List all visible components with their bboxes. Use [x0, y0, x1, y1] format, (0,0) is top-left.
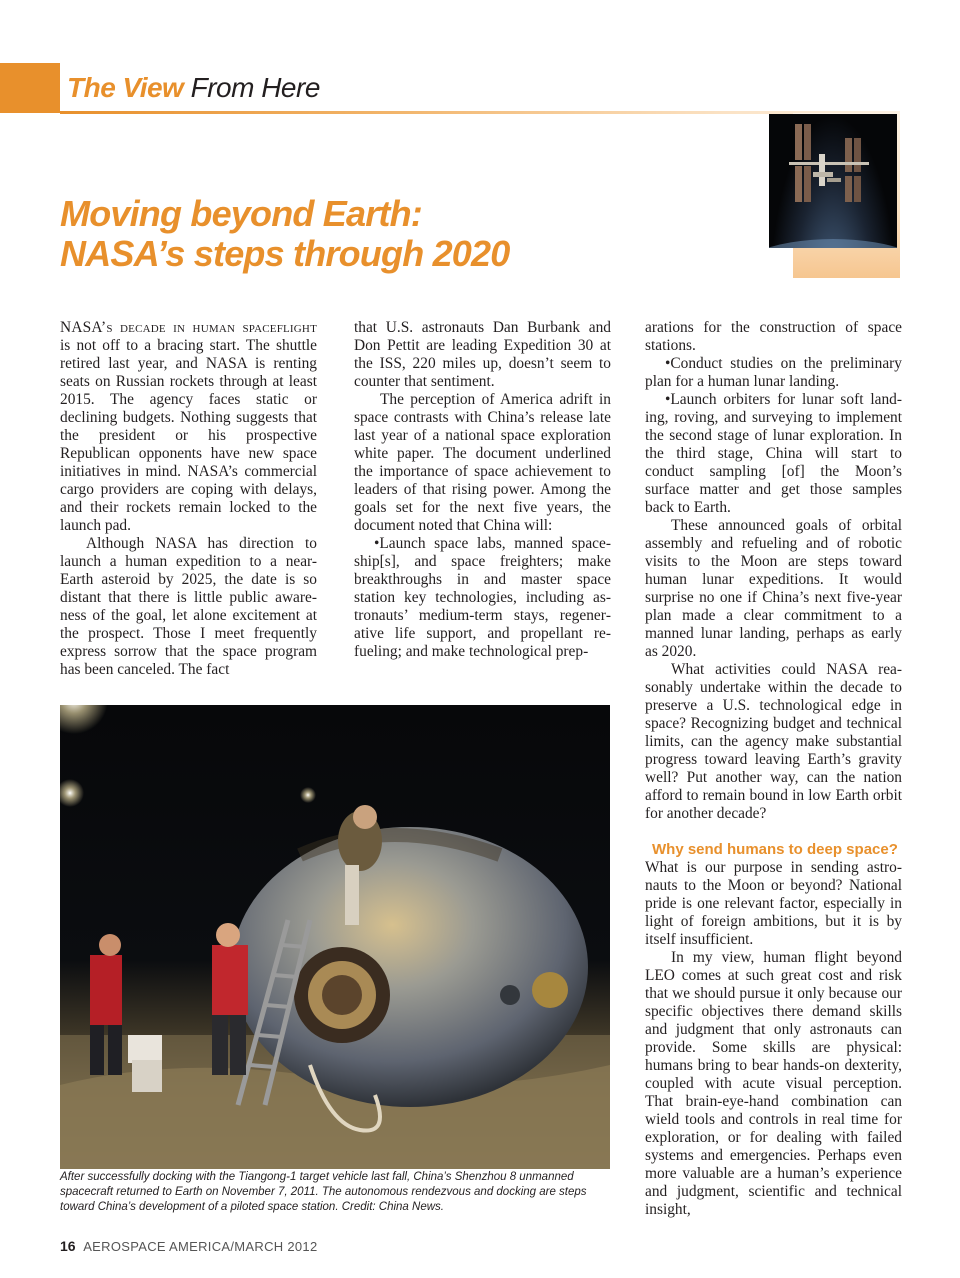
bullet-item: •Launch space labs, manned spaceship[s], and space freighters; make breakthroughs in and master space station key technologies, including astronauts’ medium-term stays, regenerative life support, and propellant refueling; and make technological prep- — [354, 535, 611, 660]
paragraph — [60, 319, 317, 535]
paragraph: What activities could NASA reasonably undertake within the decade to preserve a U.S. technological edge in space? Recognizing budget and technical limits, can the agency make substantial progress toward leaving Earth’s gravity well? Put another way, can the nation afford to remain bound in low Earth orbit for another decade? — [645, 661, 902, 822]
section-header — [67, 74, 320, 102]
paragraph: that U.S. astronauts Dan Burbank and Don Pettit are leading Expedition 30 at the ISS, 220 miles up, doesn’t seem to counter that sentiment. — [354, 319, 611, 390]
space-station-illustration — [769, 114, 897, 248]
section-header-light: From Here — [190, 72, 320, 103]
section-color-tab — [0, 63, 60, 113]
bullet-item: •Launch orbiters for lunar soft landing, roving, and surveying to implement the second stage of lunar exploration. In the third stage, China will start to conduct sampling [of] the Moon’s surface matter and get those samples back to Earth. — [645, 391, 902, 516]
article-column-1 — [60, 319, 317, 679]
page-footer — [60, 1238, 317, 1254]
lead-in: NASA’s decade in human spaceflight — [60, 319, 317, 336]
paragraph-text: is not off to a bracing start. The shuttle retired last year, and NASA is renting seats on Russian rockets through at least 2015. The agency faces static or declining budgets. Nothing suggests that the president or his prospective Republican opponents have new space initiatives in mind. NASA’s commercial cargo providers are coping with delays, and their rockets remain locked to the launch pad. — [60, 337, 317, 534]
article-column-2 — [354, 319, 611, 661]
article-column-3 — [645, 319, 902, 1219]
paragraph: arations for the construction of space stations. — [645, 319, 902, 354]
capsule-landing-photo — [60, 705, 610, 1169]
page-number: 16 — [60, 1238, 76, 1254]
paragraph: The perception of America adrift in space contrasts with China’s release late last year of a national space exploration white paper. The document underlined the importance of space achievement to leaders of that rising power. Among the goals set for the next five years, the document noted that China will: — [354, 391, 611, 534]
article-title-line1: Moving beyond Earth: — [60, 193, 423, 234]
paragraph: In my view, human flight beyond LEO comes at such great cost and risk that we should pursue it only because our specific objectives there demand skills and judgment that only astronauts can provide. Some skills are physical: humans bring to bear hands-on dexterity, coupled with acute visual perception. That brain-eye-hand combination can wield tools and controls in real time for exploration, or for dealing with failed systems and emergencies. Perhaps even more valuable are a human’s experience and judgment, scientific and technical insight, — [645, 949, 902, 1218]
space-station-photo — [769, 114, 897, 248]
paragraph: What is our purpose in sending astronauts to the Moon or beyond? National pride is one relevant factor, especially in light of foreign ambitions, but it is by itself insufficient. — [645, 859, 902, 948]
article-title — [60, 194, 509, 274]
article-title-line2: NASA’s steps through 2020 — [60, 233, 510, 274]
paragraph: Although NASA has direction to launch a human expedition to a near-Earth asteroid by 2025, the date is so distant that there is little public awareness of the goal, let alone excitement at the prospect. Those I meet frequently express sorrow that the space program has been canceled. The fact — [60, 535, 317, 678]
photo-caption: After successfully docking with the Tiangong-1 target vehicle last fall, China’s Shenzhou 8 unmanned spacecraft returned to Earth on November 7, 2011. The autonomous rendezvous and docking are steps toward China’s development of a piloted space station. Credit: China News. — [60, 1171, 587, 1213]
bullet-item: •Conduct studies on the preliminary plan for a human lunar landing. — [645, 355, 902, 390]
capsule-landing-illustration — [60, 705, 610, 1169]
publication-info: AEROSPACE AMERICA/MARCH 2012 — [83, 1239, 318, 1254]
paragraph: These announced goals of orbital assembly and refueling and of robotic visits to the Moon are steps toward human lunar expeditions. It would surprise no one if China’s next five-year plan made a clear commitment to a manned lunar landing, perhaps as early as 2020. — [645, 517, 902, 660]
section-header-strong: The View — [67, 72, 184, 103]
subheading: Why send humans to deep space? — [652, 841, 898, 858]
